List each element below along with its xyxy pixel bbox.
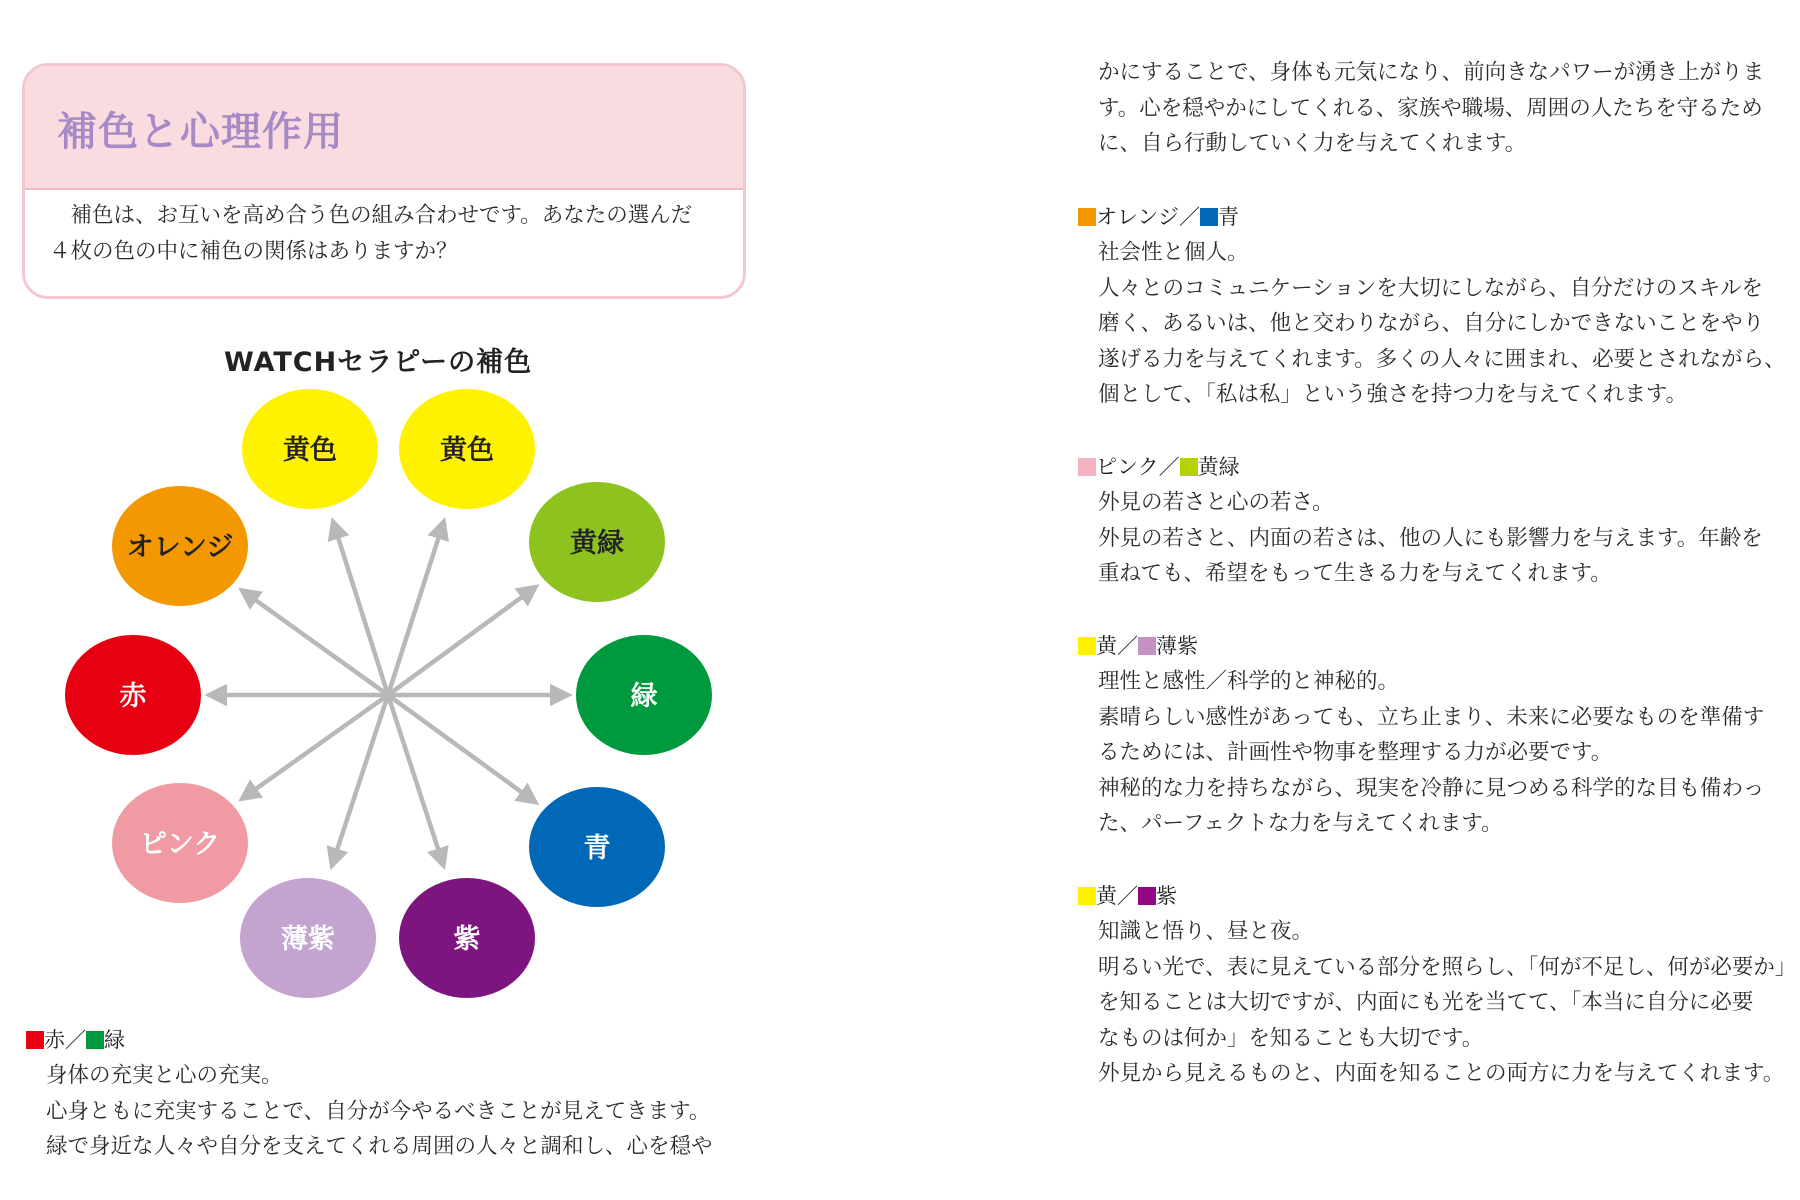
section-line: るためには、計画性や物事を整理する力が必要です。: [1098, 740, 1613, 766]
swatch-purple: [1138, 887, 1156, 905]
section-line: 外見の若さと、内面の若さは、他の人にも影響力を与えます。年齢を: [1098, 525, 1763, 551]
arrow-to-2: [388, 587, 536, 695]
arrow-to-5: [388, 695, 444, 866]
diagram-title: WATCHセラピーの補色: [224, 347, 533, 378]
pair-heading: 赤／ 緑: [26, 1022, 713, 1058]
arrow-to-0: [333, 521, 388, 695]
swatch-green: [86, 1031, 104, 1049]
pair-name-yellowgreen: 黄緑: [1197, 455, 1240, 479]
swatch-yellowgreen: [1180, 458, 1198, 476]
swatch-pink: [1078, 458, 1096, 476]
section-red-green: [26, 1022, 713, 1165]
arrow-to-4: [388, 695, 536, 802]
section-line: た、パーフェクトな力を与えてくれます。: [1098, 811, 1503, 837]
section-line: 人々とのコミュニケーションを大切にしながら、自分だけのスキルを: [1098, 275, 1763, 301]
section-line: 明るい光で、表に見えている部分を照らし、「何が不足し、何が必要か」: [1098, 954, 1797, 980]
section-line: 緑で身近な人々や自分を支えてくれる周囲の人々と調和し、心を穏や: [46, 1134, 713, 1160]
section-line: 遂げる力を与えてくれます。多くの人々に囲まれ、必要とされながら、: [1098, 346, 1786, 372]
color-label: 紫: [453, 924, 481, 955]
color-label: 黄緑: [570, 528, 624, 559]
section-line: 神秘的な力を持ちながら、現実を冷静に見つめる科学的な目も備わっ: [1098, 775, 1765, 801]
color-label: 薄紫: [281, 924, 335, 955]
section-yellow-lightpurple: [1078, 628, 1764, 842]
section-line: に、自ら行動していく力を与えてくれます。: [1098, 131, 1527, 157]
swatch-red: [26, 1031, 44, 1049]
swatch-lightpurple: [1138, 637, 1156, 655]
color-label: 黄色: [440, 435, 494, 466]
page-title: 補色と心理作用: [57, 109, 344, 155]
swatch-blue: [1200, 208, 1218, 226]
section-line: なものは何か」を知ることも大切です。: [1098, 1025, 1484, 1051]
pair-heading: 黄／ 紫: [1078, 878, 1796, 914]
pair-name-orange: オレンジ: [1096, 205, 1179, 229]
section-line: 外見から見えるものと、内面を知ることの両方に力を与えてくれます。: [1098, 1061, 1785, 1087]
section-line: 社会性と個人。: [1098, 240, 1249, 265]
section-line: 知識と悟り、昼と夜。: [1098, 919, 1314, 944]
color-label: 赤: [119, 681, 147, 712]
color-label: 黄色: [283, 435, 337, 466]
section-line: 磨く、あるいは、他と交わりながら、自分にしかできないことをやり: [1098, 311, 1765, 337]
section-red-green-continued: [1098, 55, 1764, 162]
swatch-orange: [1078, 208, 1096, 226]
section-line: 外見の若さと心の若さ。: [1098, 490, 1334, 515]
pair-name-purple: 紫: [1156, 884, 1177, 908]
section-orange-blue: [1078, 199, 1786, 413]
pair-name-blue: 青: [1217, 205, 1239, 229]
color-label: 青: [583, 833, 611, 864]
color-label: オレンジ: [126, 532, 234, 563]
color-wheel-diagram: [0, 0, 760, 1020]
arrow-to-6: [332, 695, 388, 866]
section-yellow-purple: [1078, 878, 1796, 1092]
pair-heading: ピンク／ 黄緑: [1078, 449, 1763, 485]
pair-name-yellow: 黄: [1096, 634, 1117, 658]
section-line: す。心を穏やかにしてくれる、家族や職場、周囲の人たちを守るため: [1098, 95, 1763, 121]
section-line: 身体の充実と心の充実。: [46, 1063, 283, 1088]
section-line: 理性と感性／科学的と神秘的。: [1098, 669, 1400, 694]
section-line: 重ねても、希望をもって生きる力を与えてくれます。: [1098, 561, 1612, 587]
pair-name-pink: ピンク: [1096, 455, 1159, 479]
section-line: 心身ともに充実することで、自分が今やるべきことが見えてきます。: [46, 1098, 711, 1124]
section-line: 素晴らしい感性があっても、立ち止まり、未来に必要なものを準備す: [1098, 704, 1765, 730]
swatch-yellow: [1078, 887, 1096, 905]
pair-name-yellow: 黄: [1096, 884, 1117, 908]
arrow-to-7: [242, 695, 388, 799]
pair-name-green: 緑: [104, 1028, 125, 1052]
pair-heading: 黄／ 薄紫: [1078, 628, 1764, 664]
section-line: 個として、「私は私」という強さを持つ力を与えてくれます。: [1098, 382, 1688, 408]
swatch-yellow: [1078, 637, 1096, 655]
arrow-to-9: [242, 590, 388, 695]
pair-name-lightpurple: 薄紫: [1156, 634, 1198, 658]
section-line: を知ることは大切ですが、内面にも光を当てて、「本当に自分に必要: [1098, 990, 1754, 1016]
intro-line: ４枚の色の中に補色の関係はありますか？: [49, 239, 458, 264]
section-pink-yellowgreen: [1078, 449, 1763, 592]
pair-name-red: 赤: [44, 1028, 65, 1052]
arrow-to-1: [388, 521, 444, 695]
color-label: 緑: [630, 681, 658, 712]
pair-heading: オレンジ／ 青: [1078, 199, 1786, 235]
intro-line: 補色は、お互いを高め合う色の組み合わせです。あなたの選んだ: [49, 203, 693, 228]
section-line: かにすることで、身体も元気になり、前向きなパワーが湧き上がりま: [1098, 60, 1765, 85]
color-label: ピンク: [139, 829, 221, 860]
